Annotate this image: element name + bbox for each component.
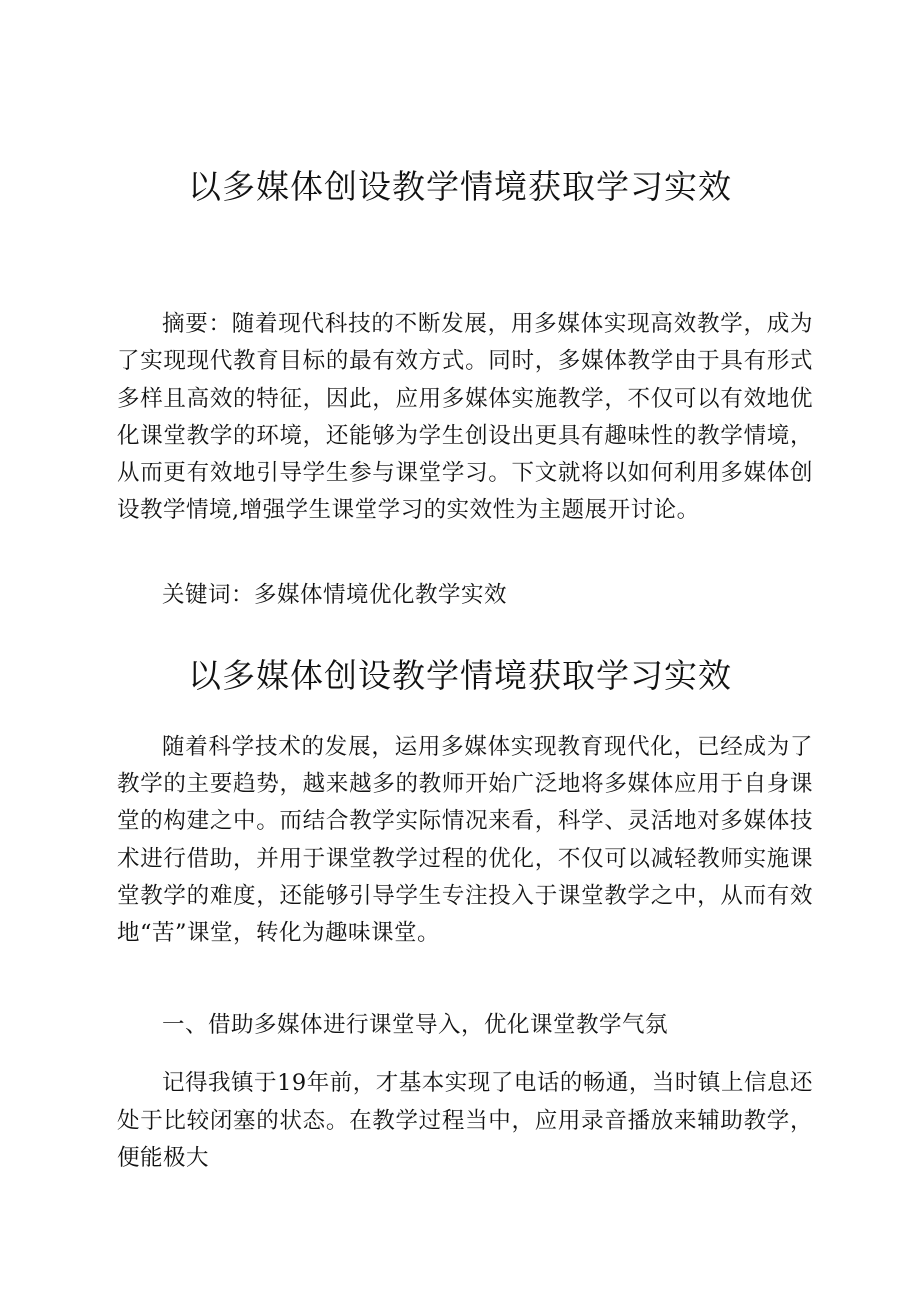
document-title: 以多媒体创设教学情境获取学习实效 xyxy=(188,167,732,206)
section-paragraph: 记得我镇于19年前，才基本实现了电话的畅通，当时镇上信息还处于比较闭塞的状态。在教学过程当中，应用录音播放来辅助教学，便能极大 xyxy=(117,1070,813,1171)
keywords-line: 关键词：多媒体情境优化教学实效 xyxy=(162,582,508,608)
body-title: 以多媒体创设教学情境获取学习实效 xyxy=(188,656,732,695)
section-heading: 一、借助多媒体进行课堂导入，优化课堂教学气氛 xyxy=(162,1012,669,1038)
abstract-paragraph: 摘要：随着现代科技的不断发展，用多媒体实现高效教学，成为了实现现代教育目标的最有效方式。同时，多媒体教学由于具有形式多样且高效的特征，因此，应用多媒体实施教学，不仅可以有效地优化课堂教学的环境，还能够为学生创设出更具有趣味性的教学情境，从而更有效地引导学生参与课堂学习。下文就将以如何利用多媒体创设教学情境,增强学生课堂学习的实效性为主题展开讨论。 xyxy=(117,311,813,524)
intro-paragraph: 随着科学技术的发展，运用多媒体实现教育现代化，已经成为了教学的主要趋势，越来越多的教师开始广泛地将多媒体应用于自身课堂的构建之中。而结合教学实际情况来看，科学、灵活地对多媒体技术进行借助，并用于课堂教学过程的优化，不仅可以减轻教师实施课堂教学的难度，还能够引导学生专注投入于课堂教学之中，从而有效地“苦”课堂，转化为趣味课堂。 xyxy=(117,734,813,947)
